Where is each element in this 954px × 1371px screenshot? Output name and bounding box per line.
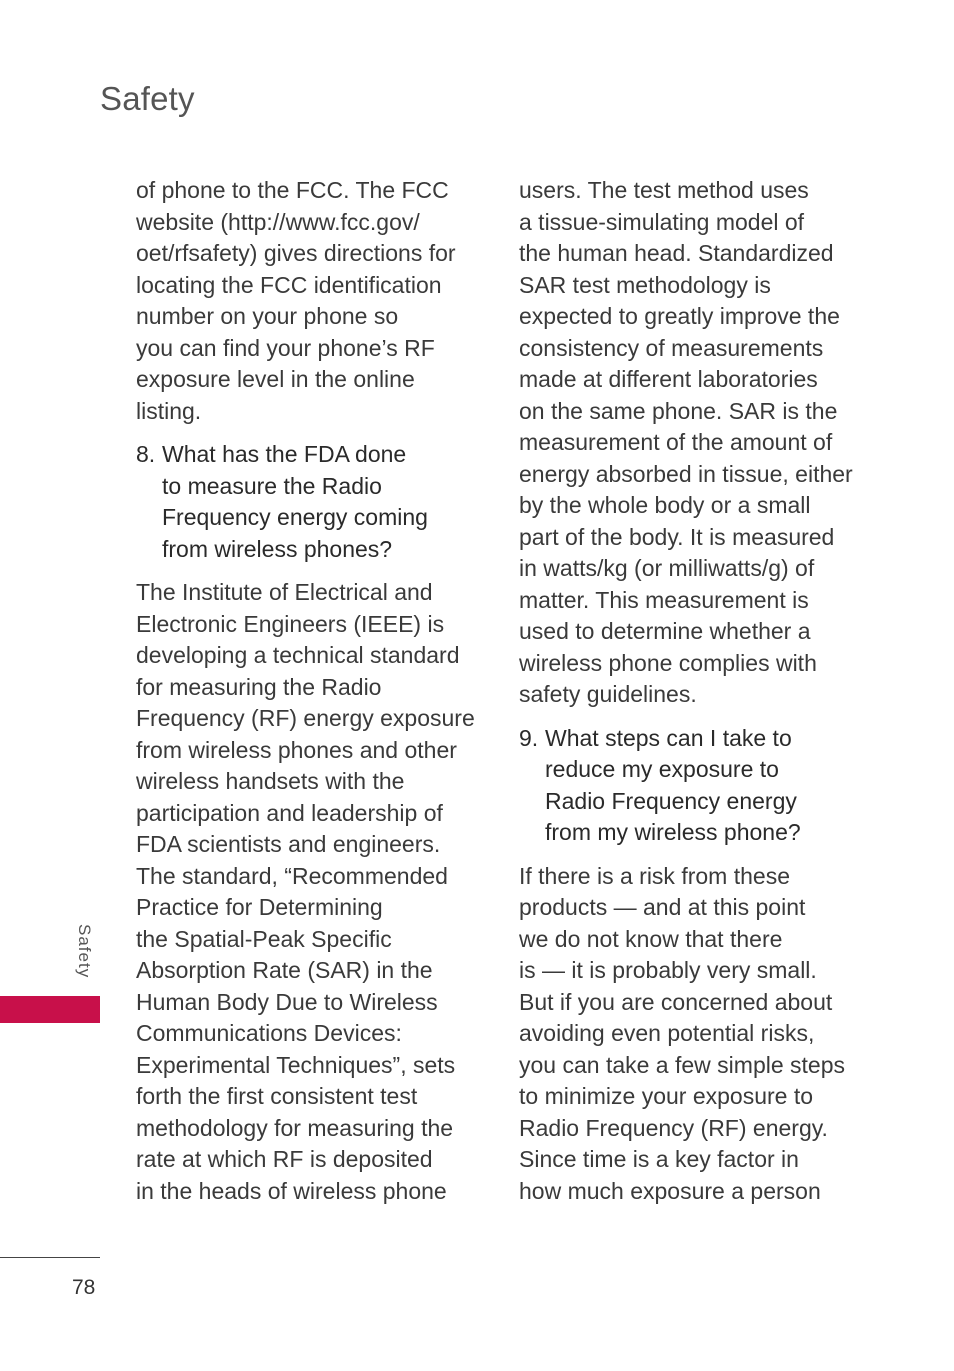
question-number: 9.: [519, 724, 539, 751]
text-line: avoiding even potential risks,: [519, 1020, 815, 1046]
question-8-answer: [136, 577, 481, 1207]
text-line: Absorption Rate (SAR) in the: [136, 957, 433, 983]
question-first-line: [519, 723, 864, 755]
text-line: users. The test method uses: [519, 177, 809, 203]
text-line: Electronic Engineers (IEEE) is: [136, 610, 445, 637]
text-line: matter. This measurement is: [519, 586, 809, 613]
text-line: wireless phone complies with: [519, 649, 817, 676]
text-line: Radio Frequency (RF) energy.: [519, 1114, 828, 1141]
side-tab-marker: [0, 996, 100, 1023]
side-tab-label: Safety: [75, 924, 94, 979]
page-title: Safety: [100, 80, 195, 117]
text-line: products — and at this point: [519, 894, 806, 920]
text-line: made at different laboratories: [519, 366, 818, 392]
text-line: expected to greatly improve the: [519, 303, 840, 329]
question-text-line: from my wireless phone?: [545, 819, 801, 845]
text-line: consistency of measurements: [519, 334, 824, 361]
page-number: 78: [72, 1276, 96, 1299]
question-text-line: to measure the Radio: [162, 472, 382, 499]
text-line: Since time is a key factor in: [519, 1146, 799, 1172]
text-line: participation and leadership of: [136, 799, 443, 826]
text-line: we do not know that there: [519, 925, 783, 952]
text-line: rate at which RF is deposited: [136, 1146, 433, 1172]
text-line: measurement of the amount of: [519, 429, 833, 455]
text-line: locating the FCC identification: [136, 271, 442, 298]
text-line: you can take a few simple steps: [519, 1051, 845, 1078]
text-line: safety guidelines.: [519, 681, 697, 707]
text-line: developing a technical standard: [136, 642, 460, 668]
text-line: Human Body Due to Wireless: [136, 988, 438, 1015]
text-line: of phone to the FCC. The FCC: [136, 177, 449, 203]
text-line: a tissue-simulating model of: [519, 208, 805, 235]
text-line: on the same phone. SAR is the: [519, 397, 838, 424]
text-line: oet/rfsafety) gives directions for: [136, 240, 456, 266]
question-text-line: What has the FDA done: [162, 441, 407, 467]
text-line: wireless handsets with the: [136, 768, 405, 794]
text-line: SAR test methodology is: [519, 271, 771, 298]
text-line: for measuring the Radio: [136, 673, 382, 700]
text-line: Communications Devices:: [136, 1020, 402, 1046]
question-text-line: Radio Frequency energy: [545, 787, 797, 814]
text-line: The standard, “Recommended: [136, 862, 448, 889]
text-line: the Spatial-Peak Specific: [136, 925, 392, 952]
question-text-line: from wireless phones?: [162, 535, 393, 562]
text-line: website (http://www.fcc.gov/: [136, 208, 420, 235]
text-line: The Institute of Electrical and: [136, 579, 433, 605]
text-line: part of the body. It is measured: [519, 523, 835, 550]
left-intro-paragraph: [136, 175, 481, 427]
text-line: energy absorbed in tissue, either: [519, 460, 853, 487]
text-line: in the heads of wireless phone: [136, 1177, 447, 1204]
text-line: If there is a risk from these: [519, 862, 790, 889]
question-number: 8.: [136, 441, 156, 467]
text-line: number on your phone so: [136, 303, 399, 329]
right-column: [519, 175, 864, 1219]
text-line: exposure level in the online: [136, 366, 415, 392]
text-line: Practice for Determining: [136, 894, 383, 920]
left-column: [136, 175, 481, 1219]
question-9-heading: [519, 723, 864, 849]
text-line: listing.: [136, 397, 202, 424]
text-line: is — it is probably very small.: [519, 957, 817, 983]
question-9-answer: [519, 861, 864, 1208]
question-8-heading: [136, 439, 481, 565]
text-line: But if you are concerned about: [519, 988, 833, 1015]
question-first-line: [136, 439, 481, 471]
text-line: the human head. Standardized: [519, 240, 834, 266]
text-line: Experimental Techniques”, sets: [136, 1051, 456, 1078]
text-line: methodology for measuring the: [136, 1114, 454, 1141]
text-line: FDA scientists and engineers.: [136, 831, 441, 857]
text-line: in watts/kg (or milliwatts/g) of: [519, 555, 815, 581]
text-line: to minimize your exposure to: [519, 1083, 814, 1109]
text-line: how much exposure a person: [519, 1177, 821, 1204]
text-line: from wireless phones and other: [136, 736, 457, 763]
text-line: by the whole body or a small: [519, 492, 811, 518]
footer-divider: [0, 1257, 100, 1258]
text-line: Frequency (RF) energy exposure: [136, 705, 475, 731]
text-line: forth the first consistent test: [136, 1083, 418, 1109]
text-line: used to determine whether a: [519, 618, 811, 644]
question-text-line: Frequency energy coming: [162, 504, 428, 530]
text-line: you can find your phone’s RF: [136, 334, 435, 361]
question-text-line: What steps can I take to: [545, 724, 792, 751]
question-text-line: reduce my exposure to: [545, 756, 779, 782]
right-intro-paragraph: [519, 175, 864, 711]
